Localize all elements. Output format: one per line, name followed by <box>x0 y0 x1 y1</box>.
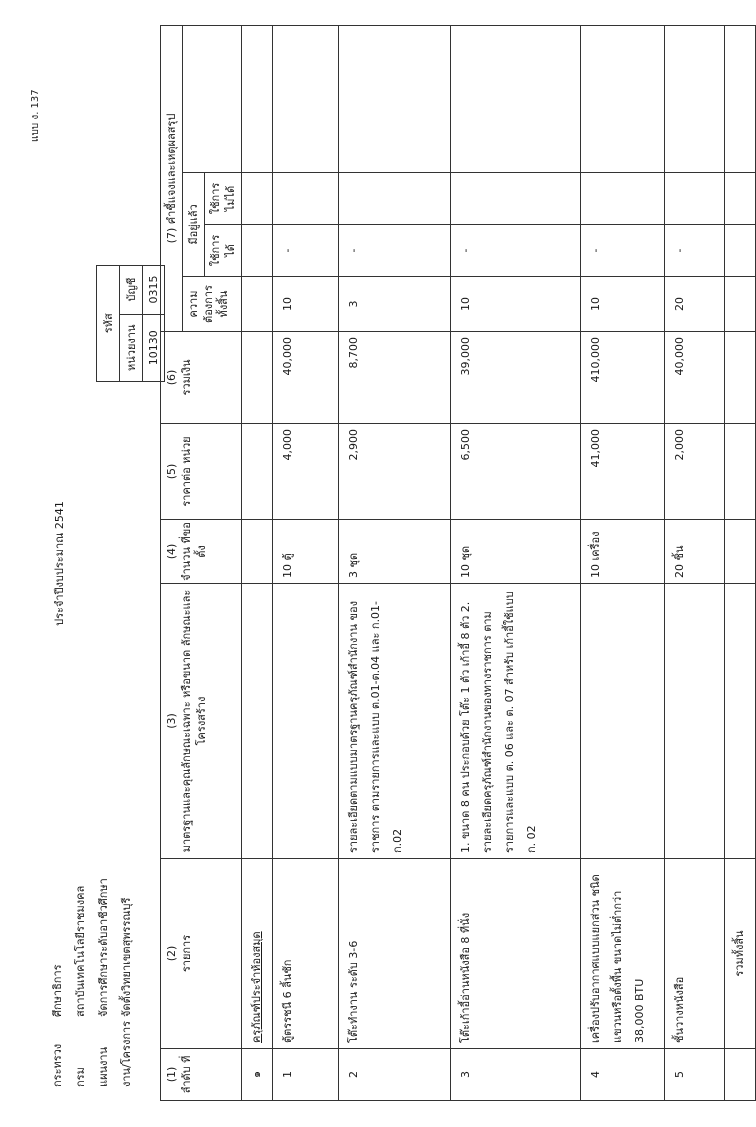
cell-spec <box>665 584 725 859</box>
cell-spec <box>273 584 339 859</box>
cell-total <box>242 332 273 424</box>
cell-notes <box>665 26 725 173</box>
header-row-department <box>69 878 92 1087</box>
cell-total <box>725 332 756 424</box>
cell-qty: 3 ชุด <box>339 520 451 584</box>
cell-unusable <box>581 173 665 225</box>
cell-usable: - <box>339 225 451 277</box>
cell-unusable <box>665 173 725 225</box>
code-col-unit: หน่วยงาน <box>120 314 143 381</box>
header-value: จัดตั้งวิทยาเขตสุพรรณบุรี <box>120 897 133 1017</box>
cell-qty: 10 ตู้ <box>273 520 339 584</box>
cell-total: 40,000 <box>273 332 339 424</box>
cell-total: 8,700 <box>339 332 451 424</box>
cell-usable: - <box>665 225 725 277</box>
cell-need: 10 <box>451 277 581 332</box>
col-header-unusable: ใช้การ ไม่ได้ <box>205 173 242 225</box>
table-row <box>581 26 665 1101</box>
header-row-plan <box>92 878 115 1087</box>
total-row <box>725 26 756 1101</box>
cell-qty <box>725 520 756 584</box>
header-label: กรม <box>74 1067 87 1087</box>
col-header-item: (2) รายการ <box>161 859 242 1049</box>
table-row <box>665 26 725 1101</box>
cell-unit-price: 6,500 <box>451 424 581 520</box>
col-header-explanation: (7) คำชี้แจงและเหตุผลสรุป <box>161 26 183 332</box>
cell-spec <box>242 584 273 859</box>
header-label: แผนงาน <box>97 1046 110 1087</box>
cell-total: 40,000 <box>665 332 725 424</box>
cell-unusable <box>451 173 581 225</box>
cell-usable: - <box>451 225 581 277</box>
cell-total: 39,000 <box>451 332 581 424</box>
cell-no: 2 <box>339 1049 451 1101</box>
cell-need: 3 <box>339 277 451 332</box>
cell-spec <box>725 584 756 859</box>
col-header-total: (6) รวมเงิน <box>161 332 242 424</box>
cell-no: 3 <box>451 1049 581 1101</box>
cell-usable: - <box>581 225 665 277</box>
cell-notes <box>581 26 665 173</box>
cell-spec: รายละเอียดตามแบบมาตรฐานครุภัณฑ์สำนักงาน ของราชการ ตามรายการและแบบ ต.01-ต.04 และ ก.01-ก.02 <box>339 584 451 859</box>
col-header-usable: ใช้การ ได้ <box>205 225 242 277</box>
cell-unit-price: 2,900 <box>339 424 451 520</box>
header-info <box>46 878 138 1087</box>
code-val-account: 0315 <box>143 265 165 314</box>
col-header-notes <box>183 26 242 173</box>
cell-need: 10 <box>581 277 665 332</box>
table-row <box>451 26 581 1101</box>
cell-item: โต๊ะทำงาน ระดับ 3-6 <box>339 859 451 1049</box>
budget-table <box>160 25 756 1101</box>
code-col-account: บัญชี <box>120 265 143 314</box>
col-header-unit-price: (5) ราคาต่อ หน่วย <box>161 424 242 520</box>
header-label: กระทรวง <box>51 1043 64 1087</box>
cell-no: 5 <box>665 1049 725 1101</box>
col-header-qty: (4) จำนวน ที่ขอตั้ง <box>161 520 242 584</box>
cell-unit-price: 41,000 <box>581 424 665 520</box>
cell-usable: - <box>273 225 339 277</box>
cell-need: 10 <box>273 277 339 332</box>
cell-item: ครุภัณฑ์ประจำห้องสมุด <box>242 859 273 1049</box>
header-label: งาน/โครงการ <box>120 1020 133 1087</box>
cell-usable <box>725 225 756 277</box>
col-header-need: ความ ต้องการ ทั้งสิ้น <box>183 277 242 332</box>
cell-no <box>725 1049 756 1101</box>
cell-item: โต๊ะเก้าอี้อ่านหนังสือ 8 ที่นั่ง <box>451 859 581 1049</box>
header-row-ministry <box>46 878 69 1087</box>
cell-unit-price: 4,000 <box>273 424 339 520</box>
cell-qty <box>242 520 273 584</box>
document-title: ประจำปีงบประมาณ 2541 <box>53 501 66 626</box>
cell-qty: 10 เครื่อง <box>581 520 665 584</box>
col-header-no: (1) ลำดับ ที่ <box>161 1049 242 1101</box>
cell-no: 4 <box>581 1049 665 1101</box>
cell-spec <box>581 584 665 859</box>
cell-no: 1 <box>273 1049 339 1101</box>
cell-notes <box>725 26 756 173</box>
form-number: แบบ ง. 137 <box>30 89 41 142</box>
cell-no: ๑ <box>242 1049 273 1101</box>
cell-need: 20 <box>665 277 725 332</box>
header-value: สถาบันเทคโนโลยีราชมงคล <box>74 885 87 1017</box>
cell-notes <box>451 26 581 173</box>
cell-unit-price <box>242 424 273 520</box>
cell-usable <box>242 225 273 277</box>
table-row <box>339 26 451 1101</box>
cell-item: ชั้นวางหนังสือ <box>665 859 725 1049</box>
cell-unusable <box>242 173 273 225</box>
cell-notes <box>339 26 451 173</box>
total-label: รวมทั้งสิ้น <box>725 859 756 1049</box>
cell-qty: 10 ชุด <box>451 520 581 584</box>
table-row <box>273 26 339 1101</box>
header-value: จัดการศึกษาระดับอาชีวศึกษา <box>97 878 110 1017</box>
code-box-title: รหัส <box>97 265 120 381</box>
cell-item: ตู้ตรรชนี 6 ลิ้นชัก <box>273 859 339 1049</box>
cell-unit-price: 2,000 <box>665 424 725 520</box>
cell-unusable <box>339 173 451 225</box>
table-row <box>242 26 273 1101</box>
cell-item: เครื่องปรับอากาศแบบแยกส่วน ชนิดแขวนหรือตั้งพื้น ขนาดไม่ต่ำกว่า 38,000 BTU <box>581 859 665 1049</box>
code-val-unit: 10130 <box>143 314 165 381</box>
header-value: ศึกษาธิการ <box>51 964 64 1017</box>
cell-unit-price <box>725 424 756 520</box>
cell-notes <box>242 26 273 173</box>
cell-qty: 20 ชิ้น <box>665 520 725 584</box>
cell-unusable <box>273 173 339 225</box>
cell-total: 410,000 <box>581 332 665 424</box>
header-row-project <box>115 878 138 1087</box>
cell-need <box>242 277 273 332</box>
col-header-existing: มีอยู่แล้ว <box>183 173 205 277</box>
cell-need <box>725 277 756 332</box>
code-box <box>96 265 165 382</box>
cell-spec: 1. ขนาด 8 คน ประกอบด้วย โต๊ะ 1 ตัว เก้าอี้ 8 ตัว 2. รายละเอียดครุภัณฑ์สำนักงานของทางราชการ ตามรายการและแบบ ต. 06 และ ต. 07 สำหรับ เก้าอี้ใช้แบบ ก. 02 <box>451 584 581 859</box>
cell-notes <box>273 26 339 173</box>
cell-unusable <box>725 173 756 225</box>
col-header-spec: (3) มาตรฐานและคุณลักษณะเฉพาะ หรือขนาด ลักษณะและโครงสร้าง <box>161 584 242 859</box>
